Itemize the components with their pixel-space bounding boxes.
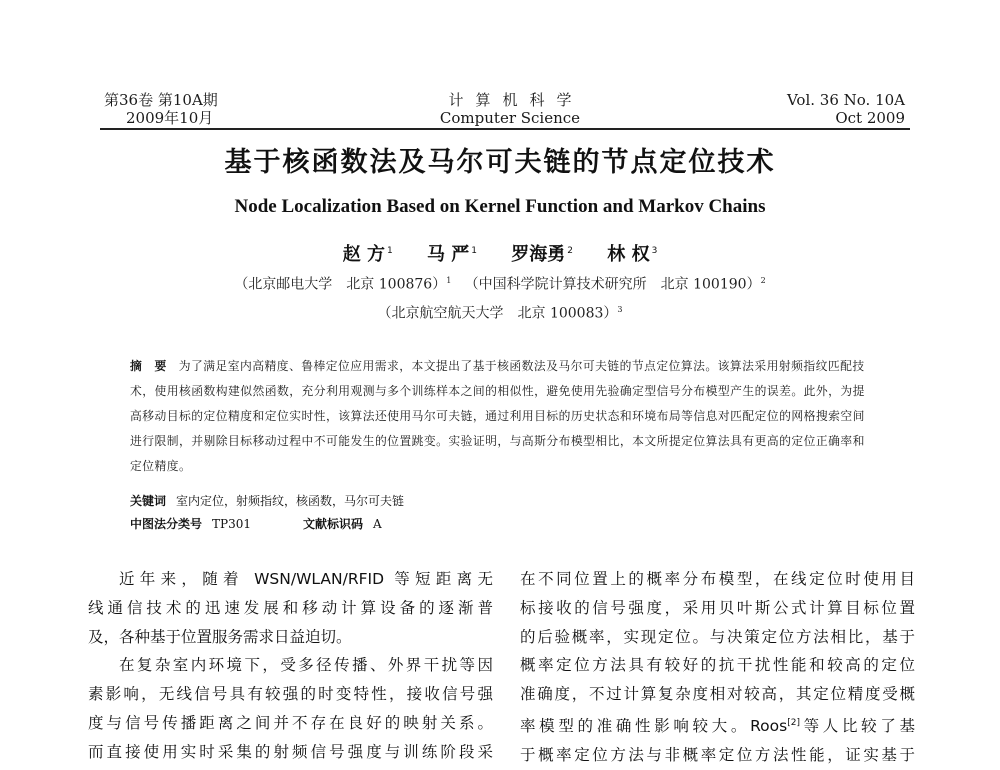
classification-label: 中图法分类号 <box>130 517 203 531</box>
document-code-label: 文献标识码 <box>303 517 364 531</box>
abstract <box>130 354 875 479</box>
affiliation: （北京航空航天大学 北京 100083） <box>377 305 618 322</box>
affiliation: （北京邮电大学 北京 100876） <box>234 276 447 293</box>
author: 罗海勇 $^2$ <box>511 244 574 265</box>
classification <box>130 515 382 533</box>
author: 林 权 $^3$ <box>607 244 658 265</box>
author-list <box>0 240 1000 266</box>
publication-date-en: Oct 2009 <box>835 109 905 127</box>
affiliation-line: （北京航空航天大学 北京 100083）$^3$ <box>377 305 623 322</box>
body-line: 及，各种基于位置服务需求日益迫切。 <box>88 627 352 646</box>
author: 马 严 $^1$ <box>426 244 477 265</box>
keywords <box>130 492 404 510</box>
affiliation: （中国科学院计算技术研究所 北京 100190） <box>464 276 761 293</box>
body-line: 于概率定位方法与非概率定位方法性能，证实基于 <box>520 745 915 764</box>
body-line: 在复杂室内环境下，受多径传播、外界干扰等因 <box>119 656 493 675</box>
body-line: 度与信号传播距离之间并不存在良好的映射关系。 <box>88 713 493 732</box>
paper-title-cn: 基于核函数法及马尔可夫链的节点定位技术 <box>224 147 776 178</box>
affiliation-line: （北京邮电大学 北京 100876）$^1$ （中国科学院计算技术研究所 北京 100190）$^2$ <box>234 276 766 293</box>
body-line: 概率定位方法具有较好的抗干扰性能和较高的定位 <box>520 656 915 675</box>
journal-volume-info-en <box>787 91 905 127</box>
body-line: 准确度，不过计算复杂度相对较高，其定位精度受概 <box>520 685 915 704</box>
keywords-label: 关键词 <box>130 494 167 508</box>
citation-ref: [2] <box>787 717 800 728</box>
classification-value: TP301 <box>212 517 251 531</box>
journal-name-cn: 计算机科学 <box>448 91 584 109</box>
abstract-text: 为了满足室内高精度、鲁棒定位应用需求，本文提出了基于核函数法及马尔可夫链的节点定位算法。该算法采用射频指纹匹配技术，使用核函数构建似然函数，充分利用观测与多个训练样本之间的相似性，避免使用先验确定型信号分布模型产生的误差。此外，为提高移动目标的定位精度和定位实时性，该算法还使用马尔可夫链，通过利用目标的历史状态和环境布局等信息对匹配定位的网格搜索空间进行限制，并剔除目标移动过程中不可能发生的位置跳变。实验证明，与高斯分布模型相比，本文所提定位算法具有更高的定位正确率和定位精度。 <box>130 359 865 473</box>
publication-date: 2009年10月 <box>126 109 214 127</box>
keywords-text: 室内定位，射频指纹，核函数，马尔可夫链 <box>176 494 405 508</box>
author: 赵 方 $^1$ <box>342 244 393 265</box>
abstract-label: 摘 要 <box>130 359 167 373</box>
volume-issue: 第36卷 第10A期 <box>104 91 218 109</box>
volume-issue-en: Vol. 36 No. 10A <box>786 91 905 109</box>
body-line: 率模型的准确性影响较大。Roos[2]等人比较了基 <box>520 717 915 736</box>
body-column-right <box>520 565 915 770</box>
body-line: 而直接使用实时采集的射频信号强度与训练阶段采 <box>88 742 493 761</box>
journal-name-en: Computer Science <box>439 109 581 127</box>
paper-title-en: Node Localization Based on Kernel Function and Markov Chains <box>234 196 766 217</box>
header-rule <box>100 128 910 130</box>
body-line: 标接收的信号强度，采用贝叶斯公式计算目标位置 <box>520 598 915 617</box>
body-column-left <box>88 565 493 767</box>
journal-name <box>350 91 670 127</box>
document-code-value: A <box>373 517 382 531</box>
body-line: 在不同位置上的概率分布模型，在线定位时使用目 <box>520 570 915 588</box>
body-line: 的后验概率，实现定位。与决策定位方法相比，基于 <box>520 627 915 646</box>
body-line: 近年来，随着 WSN/WLAN/RFID 等短距离无 <box>119 570 493 588</box>
body-line: 素影响，无线信号具有较强的时变特性，接收信号强 <box>88 685 493 704</box>
body-line: 线通信技术的迅速发展和移动计算设备的逐渐普 <box>88 598 493 617</box>
journal-volume-info <box>104 91 218 127</box>
